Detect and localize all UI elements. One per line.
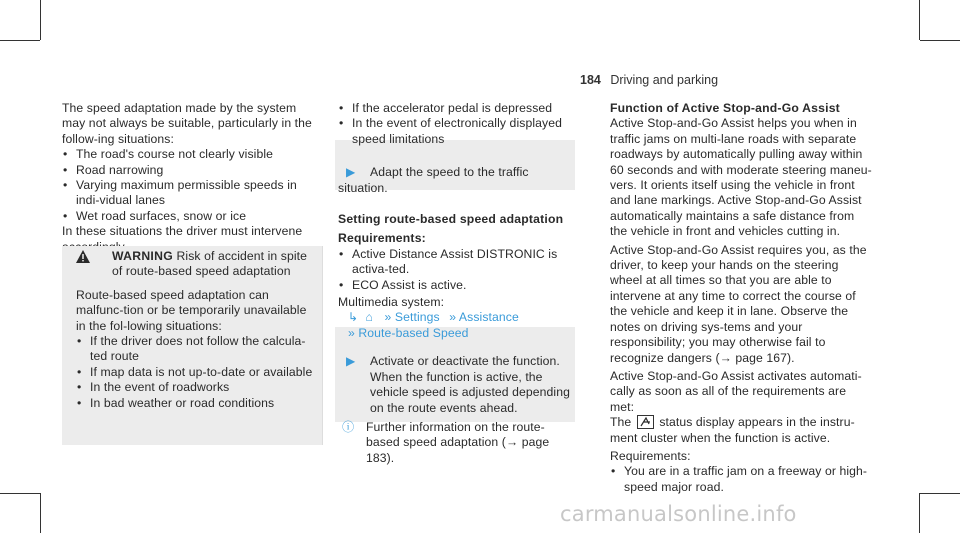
list-item: • Wet road surfaces, snow or ice — [62, 209, 320, 224]
list-item: • In the event of roadworks — [76, 380, 314, 395]
warning-triangle-icon — [76, 250, 96, 267]
list-item: • In the event of electronically displayed speed limitations — [338, 116, 574, 147]
list-item: • Road narrowing — [62, 163, 320, 178]
crop-mark — [920, 40, 960, 41]
nav-assistance: Assistance — [458, 310, 519, 325]
home-icon: ⌂ — [365, 310, 373, 325]
chevron-right-icon: » — [449, 310, 457, 325]
list-item: • If the accelerator pedal is depressed — [338, 101, 574, 116]
list-item: • Varying maximum permissible speeds in indi-vidual lanes — [62, 178, 320, 209]
step-instruction: Adapt the speed to the traffic situation. — [338, 165, 529, 195]
chevron-right-icon: » — [348, 325, 355, 340]
paragraph-start: The — [610, 415, 632, 430]
requirements-label: Requirements: — [610, 448, 691, 463]
crop-mark — [0, 493, 40, 494]
info-icon: ⓘ — [342, 419, 355, 434]
chevron-right-icon: » — [384, 310, 392, 325]
multimedia-label: Multimedia system: — [338, 295, 445, 310]
section-heading: Function of Active Stop-and-Go Assist — [610, 101, 840, 115]
warning-text: Route-based speed adaptation can malfunc-tion or be temporarily unavailable in the fol-lowing situations: — [76, 287, 307, 333]
step-arrow-icon: ▶ — [346, 354, 356, 369]
page-number: 184 — [580, 73, 601, 87]
column-1 — [62, 101, 320, 255]
section-title: Driving and parking — [610, 73, 719, 87]
step-arrow-icon: ▶ — [346, 165, 356, 180]
paragraph: Active Stop-and-Go Assist helps you when in traffic jams on multi-lane roads with separate roadways by automatically pulling away within 60 seconds and with moderate steering maneu-vers. It orients itself using the vehicle in front and lane markings. Active Stop-and-Go Assist automatically maintains a safe distance from the vehicle in front and vehicles cutting in. — [610, 116, 872, 239]
list-item: • Active Distance Assist DISTRONIC is activa-ted. — [338, 247, 574, 278]
paragraph: Active Stop-and-Go Assist activates automati-cally as soon as all of the requirements are met: — [610, 368, 862, 414]
warning-content — [76, 249, 314, 411]
nav-settings: Settings — [394, 310, 440, 325]
turn-arrow-icon: ↳ — [348, 310, 359, 325]
column-3 — [610, 101, 872, 495]
list-item: • If the driver does not follow the calcula-ted route — [76, 334, 314, 365]
list-item: • ECO Assist is active. — [338, 278, 574, 293]
nav-route-based-speed: Route-based Speed — [358, 325, 469, 340]
list-item: • If map data is not up-to-date or available — [76, 365, 314, 380]
crop-mark — [40, 493, 41, 533]
intro-paragraph: The speed adaptation made by the system may not always be suitable, particularly in the follow-ing situations: — [62, 101, 312, 146]
watermark: carmanualsonline.info — [560, 502, 797, 526]
requirements-label: Requirements: — [338, 231, 426, 246]
column-2 — [338, 101, 574, 466]
section-heading: Setting route-based speed adaptation — [338, 212, 564, 227]
action-result: When the function is active, the vehicle speed is adjusted depending on the route events ahead. — [370, 369, 570, 415]
warning-subtitle: Risk of accident in spite of route-based speed adaptation — [112, 249, 308, 279]
crop-mark — [40, 0, 41, 40]
crop-mark — [919, 493, 920, 533]
outro-paragraph: In these situations the driver must intervene — [62, 224, 303, 239]
stop-and-go-status-icon — [637, 415, 654, 429]
paragraph-end: status display appears in the instru-ment cluster when the function is active. — [610, 415, 855, 445]
list-item: • You are in a traffic jam on a freeway or high-speed major road. — [610, 464, 872, 495]
paragraph: Active Stop-and-Go Assist requires you, as the driver, to keep your hands on the steering wheel at all times so that you are able to intervene at any time to correct the course of the vehicle and keep it in lane. Observe the notes on driving sys-tems and your responsibility; you may otherwise fail to recognize dangers (→ page 167). — [610, 242, 867, 365]
action-instruction: Activate or deactivate the function. — [370, 354, 560, 369]
crop-mark — [920, 493, 960, 494]
crop-mark — [919, 0, 920, 40]
list-item: • The road's course not clearly visible — [62, 147, 320, 162]
crop-mark — [0, 40, 40, 41]
list-item: • In bad weather or road conditions — [76, 396, 314, 411]
warning-title: WARNING — [112, 249, 174, 263]
nav-path — [338, 310, 574, 325]
info-text: Further information on the route-based speed adaptation (→ page 183). — [366, 419, 550, 465]
page-header — [580, 73, 718, 87]
